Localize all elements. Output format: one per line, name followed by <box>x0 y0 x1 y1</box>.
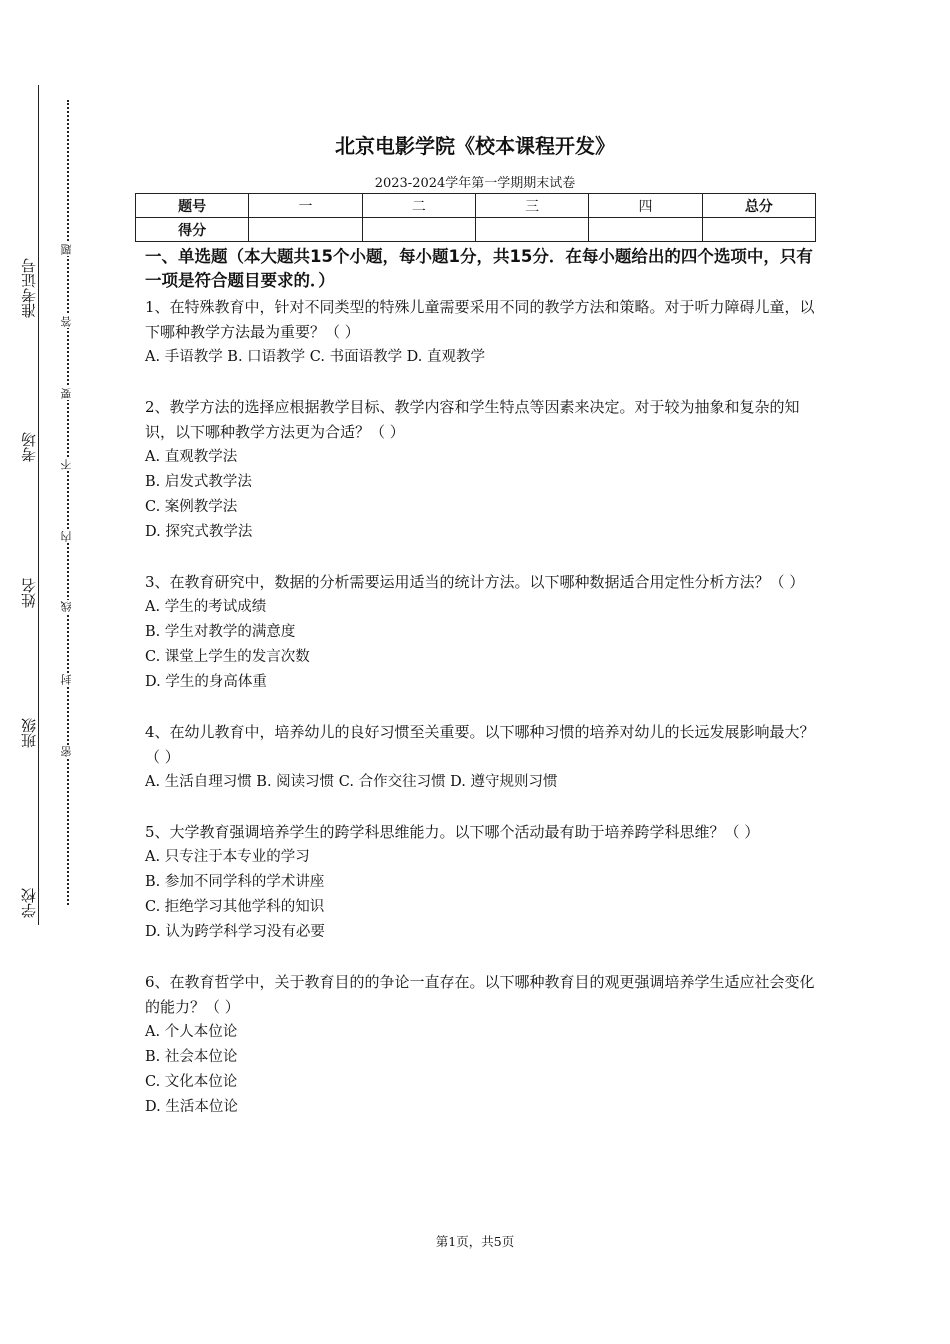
question-stem: 5、大学教育强调培养学生的跨学科思维能力。以下哪个活动最有助于培养跨学科思维？（ ） <box>145 823 760 841</box>
question-option: B. 启发式教学法 <box>145 474 252 490</box>
exam-room-label: 考场 <box>20 432 38 462</box>
seal-char: 答 <box>60 316 73 327</box>
score-header-cell: 一 <box>249 194 362 218</box>
question-options: A. 生活自理习惯 B. 阅读习惯 C. 合作交往习惯 D. 遵守规则习惯 <box>145 774 558 790</box>
seal-char: 要 <box>60 388 73 399</box>
question-stem: 1、在特殊教育中，针对不同类型的特殊儿童需要采用不同的教学方法和策略。对于听力障碍儿童，以下哪种教学方法最为重要？（ ） <box>145 298 815 341</box>
question-option: B. 参加不同学科的学术讲座 <box>145 874 325 890</box>
class-label: 班级 <box>20 718 38 748</box>
question-option: C. 拒绝学习其他学科的知识 <box>145 899 325 915</box>
exam-title: 北京电影学院《校本课程开发》 <box>335 134 615 158</box>
question <box>145 395 817 545</box>
question-stem: 2、教学方法的选择应根据教学目标、教学内容和学生特点等因素来决定。对于较为抽象和复杂的知识，以下哪种教学方法更为合适？（ ） <box>145 398 800 441</box>
page-footer: 第1页，共5页 <box>435 1234 515 1249</box>
score-header-cell: 题号 <box>136 194 249 218</box>
question-stem: 4、在幼儿教育中，培养幼儿的良好习惯至关重要。以下哪种习惯的培养对幼儿的长远发展影响最大？（ ） <box>145 723 815 766</box>
score-cell <box>249 218 362 242</box>
question-option: D. 探究式教学法 <box>145 524 253 540</box>
score-cell <box>589 218 702 242</box>
seal-char: 内 <box>60 531 73 542</box>
question-option: B. 社会本位论 <box>145 1049 238 1065</box>
question-option: A. 直观教学法 <box>145 449 238 465</box>
seal-char: 线 <box>60 601 73 612</box>
section-heading: 一、单选题（本大题共15个小题，每小题1分，共15分．在每小题给出的四个选项中，只有一项是符合题目要求的．） <box>145 247 813 290</box>
binding-line <box>38 85 39 925</box>
question-stem: 6、在教育哲学中，关于教育目的的争论一直存在。以下哪种教育目的观更强调培养学生适应社会变化的能力？（ ） <box>145 973 815 1016</box>
seal-char: 密 <box>60 746 73 757</box>
question-option: B. 学生对教学的满意度 <box>145 624 296 640</box>
school-label: 学校 <box>20 888 38 918</box>
question <box>145 720 817 795</box>
exam-content <box>145 245 817 1145</box>
score-header-cell: 三 <box>475 194 588 218</box>
question-option: D. 生活本位论 <box>145 1099 238 1115</box>
score-table-score-row <box>136 218 816 242</box>
question <box>145 570 817 695</box>
question-option: D. 学生的身高体重 <box>145 674 267 690</box>
question <box>145 820 817 945</box>
question-option: C. 案例教学法 <box>145 499 238 515</box>
question <box>145 970 817 1120</box>
question-options: A. 手语教学 B. 口语教学 C. 书面语教学 D. 直观教学 <box>145 349 486 365</box>
question-option: D. 认为跨学科学习没有必要 <box>145 924 325 940</box>
seal-dotted-line <box>67 100 69 905</box>
score-header-cell: 二 <box>362 194 475 218</box>
seal-char: 题 <box>60 244 73 255</box>
question-option: C. 文化本位论 <box>145 1074 238 1090</box>
question-option: A. 个人本位论 <box>145 1024 238 1040</box>
score-table-header-row <box>136 194 816 218</box>
score-cell <box>702 218 815 242</box>
score-table <box>135 193 816 242</box>
exam-subtitle: 2023-2024学年第一学期期末试卷 <box>374 176 576 191</box>
score-header-cell: 四 <box>589 194 702 218</box>
exam-number-label: 准考证号 <box>20 258 38 318</box>
name-label: 姓名 <box>20 578 38 608</box>
question <box>145 295 817 370</box>
score-cell <box>362 218 475 242</box>
question-option: A. 学生的考试成绩 <box>145 599 267 615</box>
question-stem: 3、在教育研究中，数据的分析需要运用适当的统计方法。以下哪种数据适合用定性分析方法？（ ） <box>145 573 805 591</box>
score-header-cell: 总分 <box>702 194 815 218</box>
score-row-label: 得分 <box>136 218 249 242</box>
seal-char: 封 <box>60 674 73 685</box>
seal-char: 不 <box>60 459 73 470</box>
score-cell <box>475 218 588 242</box>
question-option: A. 只专注于本专业的学习 <box>145 849 310 865</box>
question-option: C. 课堂上学生的发言次数 <box>145 649 310 665</box>
